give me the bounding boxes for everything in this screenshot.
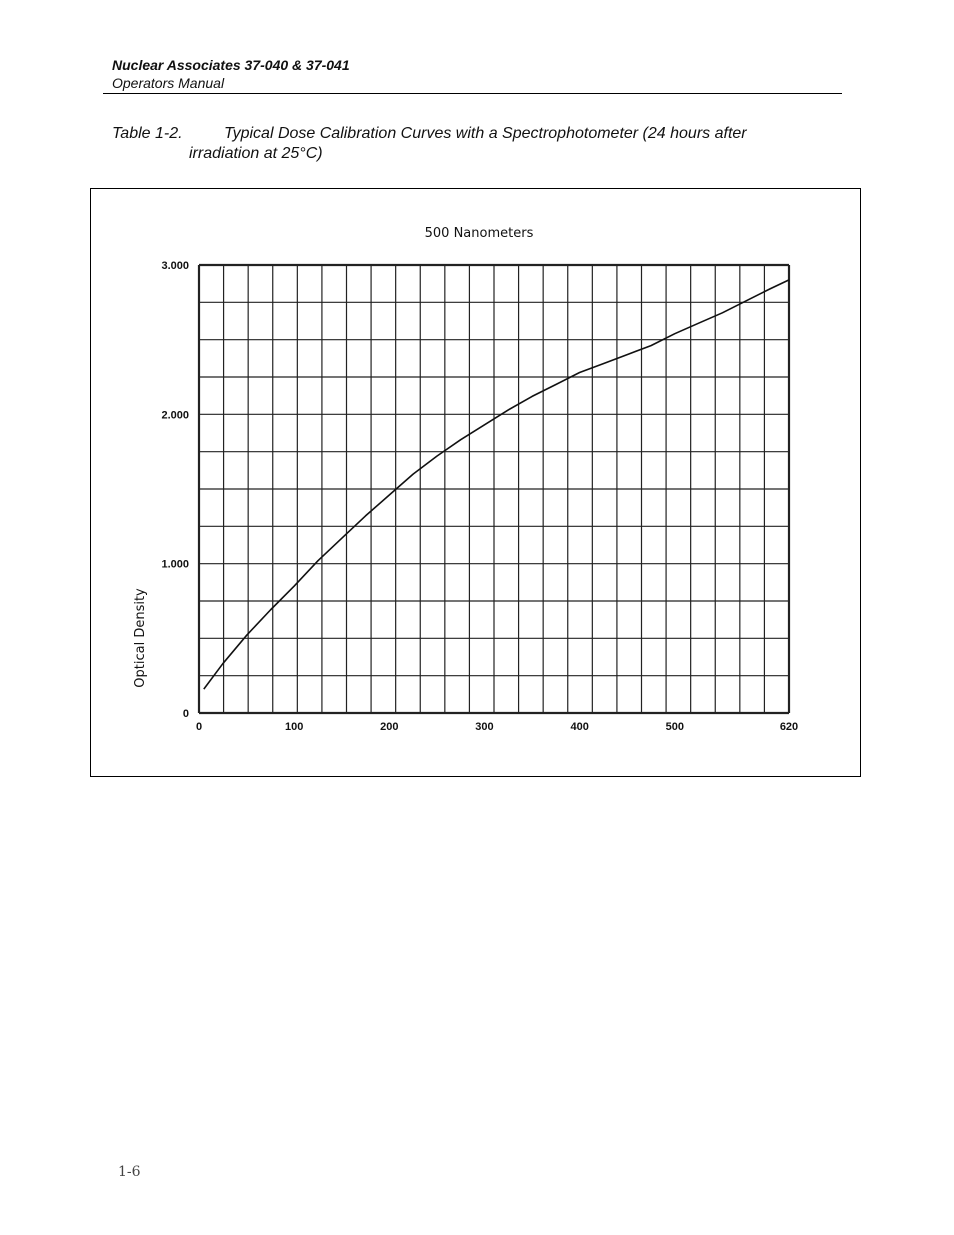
- x-tick-label: 100: [284, 721, 304, 733]
- chart-frame: [90, 188, 861, 777]
- caption-text-line1: Typical Dose Calibration Curves with a Spectrophotometer (24 hours after: [224, 125, 747, 142]
- x-tick-label: 300: [475, 721, 494, 733]
- y-tick-label: 3.000: [161, 260, 189, 272]
- caption-text-line2: irradiation at 25°C): [189, 145, 323, 162]
- page-number: 1-6: [118, 1164, 141, 1180]
- y-tick-label: 0: [182, 708, 189, 720]
- document-header-subtitle: Operators Manual: [112, 75, 225, 91]
- chart-title: 500 Nanometers: [424, 226, 534, 241]
- x-tick-label: 0: [195, 721, 203, 733]
- y-tick-label: 2.000: [161, 409, 189, 422]
- header-divider: [103, 93, 842, 94]
- x-tick-label: 200: [380, 721, 399, 733]
- x-tick-label: 500: [665, 721, 684, 733]
- y-tick-label: 1.000: [161, 558, 189, 571]
- x-tick-label: 620: [779, 721, 799, 733]
- caption-number: Table 1-2.: [112, 125, 183, 142]
- document-header-title: Nuclear Associates 37-040 & 37-041: [112, 57, 350, 73]
- x-tick-label: 400: [570, 721, 589, 733]
- table-caption: [112, 124, 832, 164]
- y-axis-label: Optical Density: [133, 588, 148, 688]
